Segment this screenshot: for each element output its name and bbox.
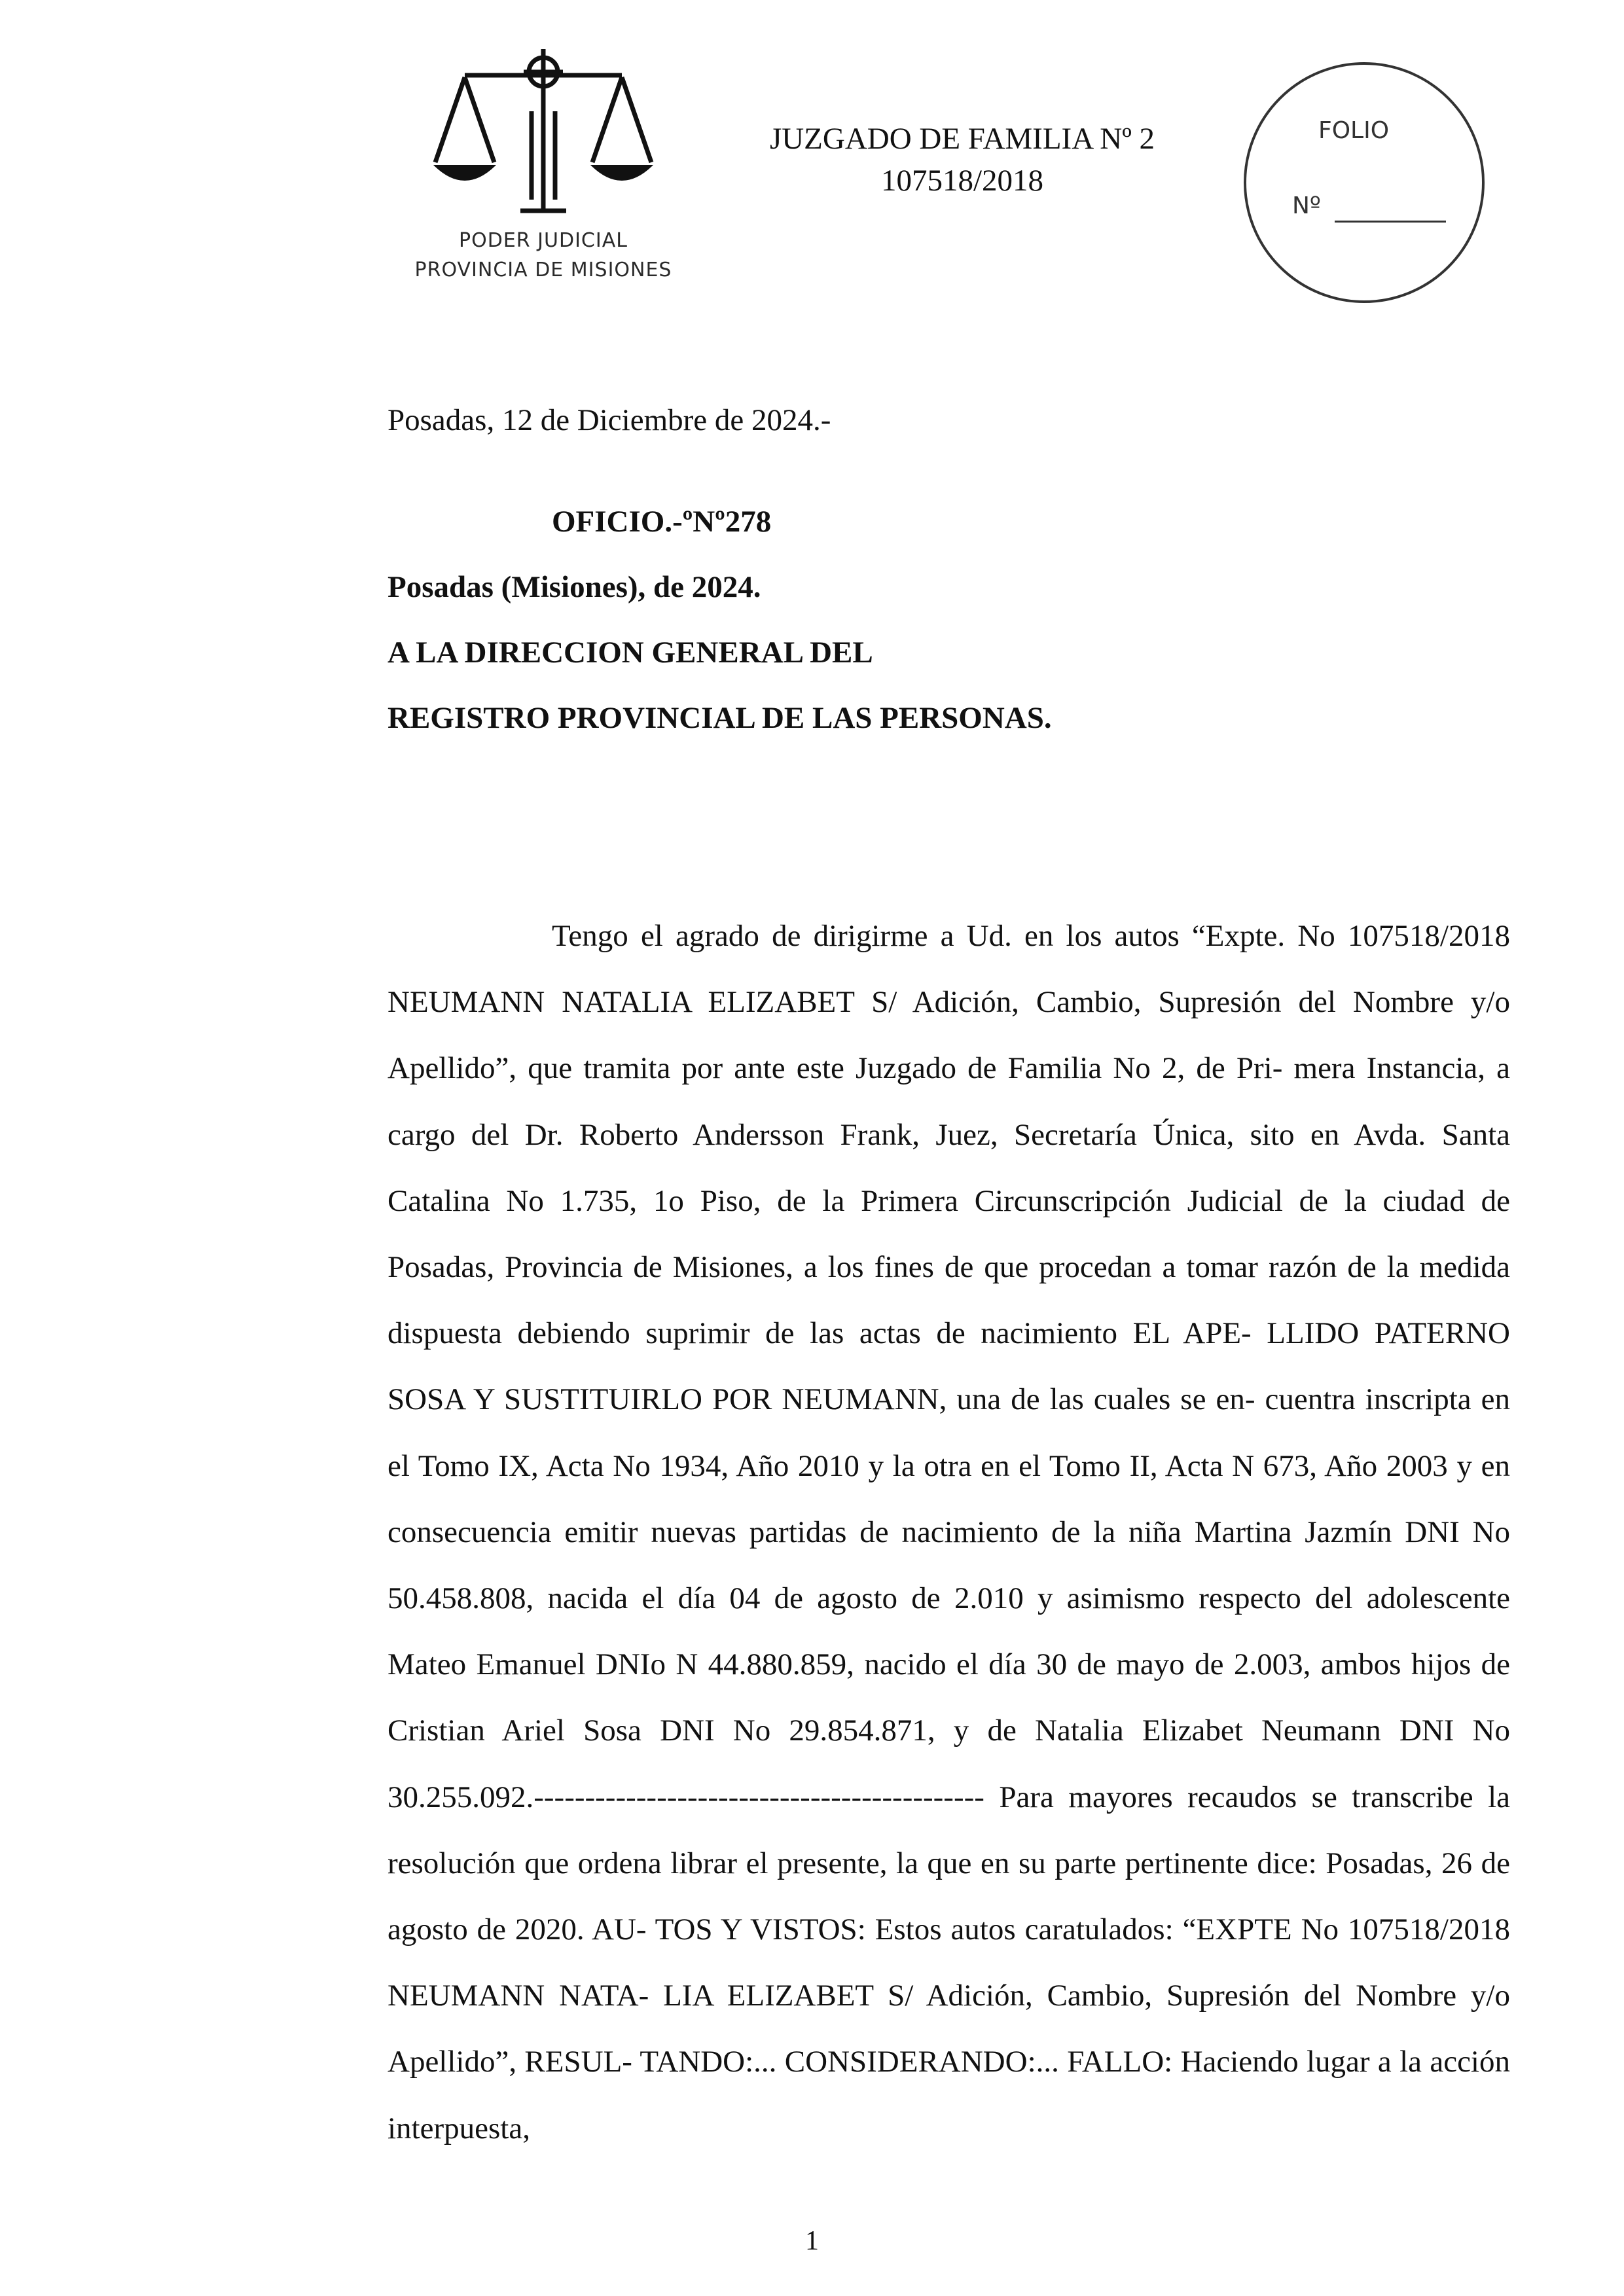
place-line: Posadas (Misiones), de 2024. bbox=[388, 570, 761, 604]
folio-stamp bbox=[1244, 62, 1485, 303]
logo-text-line-1: PODER JUDICIAL bbox=[459, 229, 628, 252]
letter-body: Tengo el agrado de dirigirme a Ud. en los autos “Expte. No 107518/2018 NEUMANN NATALIA ELIZABET S/ Adición, Cambio, Supresión del Nombre y/o Apellido”, que tramita por ante este Juzgado de Familia No 2, de Pri- mera Instancia, a cargo del Dr. Roberto Andersson Frank, Juez, Secretaría Única, sito en Avda. Santa Catalina No 1.735, 1o Piso, de la Primera Circunscripción Judicial de la ciudad de Posadas, Provincia de Misiones, a los fines de que procedan a tomar razón de la medida dispuesta debiendo suprimir de las actas de nacimiento EL APE- LLIDO PATERNO SOSA Y SUSTITUIRLO POR NEUMANN, una de las cuales se en- cuentra inscripta en el Tomo IX, Acta No 1934, Año 2010 y la otra en el Tomo II, Acta N 673, Año 2003 y en consecuencia emitir nuevas partidas de nacimiento de la niña Martina Jazmín DNI No 50.458.808, nacida el día 04 de agosto de 2.010 y asimismo respecto del adolescente Mateo Emanuel DNIo N 44.880.859, nacido el día 30 de mayo de 2.003, ambos hijos de Cristian Ariel Sosa DNI No 29.854.871, y de Natalia Elizabet Neumann DNI No 30.255.092.-------------------------------------------- Para mayores recaudos se transcribe la resolución que ordena librar el presente, la que en su parte pertinente dice: Posadas, 26 de agosto de 2020. AU- TOS Y VISTOS: Estos autos caratulados: “EXPTE No 107518/2018 NEUMANN NATA- LIA ELIZABET S/ Adición, Cambio, Supresión del Nombre y/o Apellido”, RESUL- TANDO:... CONSIDERANDO:... FALLO: Haciendo lugar a la acción interpuesta, bbox=[388, 919, 1510, 2145]
court-header bbox=[720, 118, 1204, 202]
recipient-line-1: A LA DIRECCION GENERAL DEL bbox=[388, 636, 873, 670]
page-number: 1 bbox=[805, 2226, 819, 2256]
oficio-number: OFICIO.-ºNº278 bbox=[552, 505, 772, 539]
folio-number-label: Nº bbox=[1292, 192, 1321, 219]
logo-text-line-2: PROVINCIA DE MISIONES bbox=[414, 259, 672, 281]
recipient-line-2: REGISTRO PROVINCIAL DE LAS PERSONAS. bbox=[388, 701, 1052, 735]
poder-judicial-logo bbox=[393, 33, 694, 295]
folio-title: FOLIO bbox=[1318, 117, 1390, 144]
scales-of-justice-icon bbox=[432, 39, 655, 229]
case-number: 107518/2018 bbox=[880, 164, 1044, 198]
folio-number-blank bbox=[1335, 221, 1446, 223]
court-name: JUZGADO DE FAMILIA Nº 2 bbox=[769, 122, 1155, 156]
document-date: Posadas, 12 de Diciembre de 2024.- bbox=[388, 403, 831, 437]
